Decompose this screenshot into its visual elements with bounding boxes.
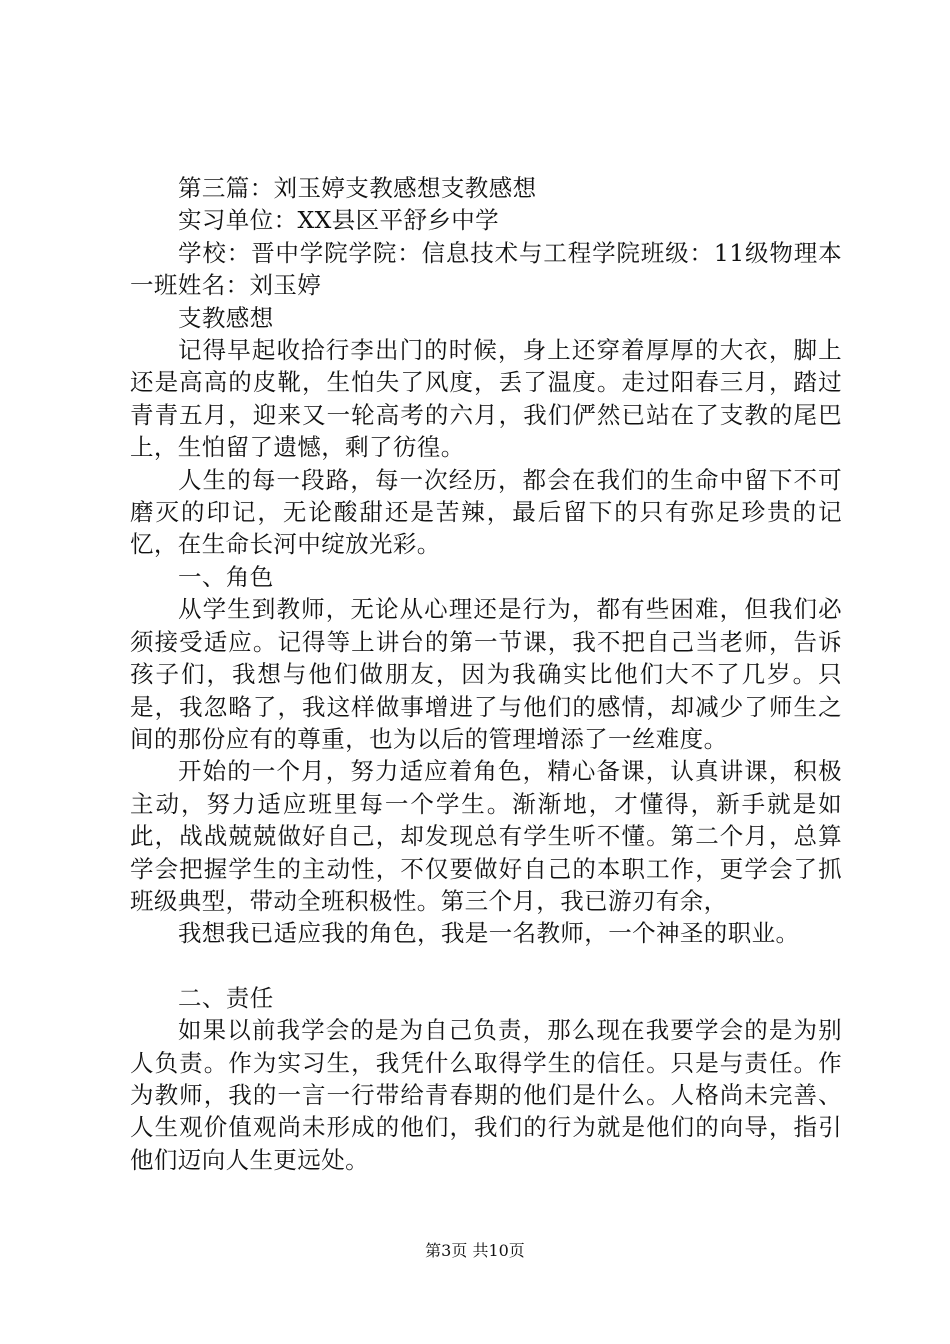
section-heading-reflection: 支教感想: [178, 303, 274, 332]
body-paragraph: 如果以前我学会的是为自己负责，那么现在我要学会的是为别人负责。作为实习生，我凭什么取得学生的信任。只是与责任。作为教师，我的一言一行带给青春期的他们是什么。人格尚未完善、人生观价值观尚未形成的他们，我们的行为就是他们的向导，指引他们迈向人生更远处。: [130, 1016, 842, 1174]
body-paragraph: 我想我已适应我的角色，我是一名教师，一个神圣的职业。: [178, 919, 800, 948]
article-title: 第三篇：刘玉婷支教感想支教感想: [178, 174, 537, 202]
body-paragraph: 记得早起收拾行李出门的时候，身上还穿着厚厚的大衣，脚上还是高高的皮靴，生怕失了风度，丢了温度。走过阳春三月，踏过青青五月，迎来又一轮高考的六月，我们俨然已站在了支教的尾巴上，生怕留了遗憾，剩了彷徨。: [130, 336, 842, 462]
internship-unit: 实习单位：XX县区平舒乡中学: [178, 206, 500, 235]
author-info: 学校：晋中学院学院：信息技术与工程学院班级：11级物理本一班姓名：刘玉婷: [130, 238, 842, 300]
section-heading-responsibility: 二、责任: [178, 983, 274, 1012]
body-paragraph: 从学生到教师，无论从心理还是行为，都有些困难，但我们必须接受适应。记得等上讲台的第一节课，我不把自己当老师，告诉孩子们，我想与他们做朋友，因为我确实比他们大不了几岁。只是，我忽略了，我这样做事增进了与他们的感情，却减少了师生之间的那份应有的尊重，也为以后的管理增添了一丝难度。: [130, 595, 842, 753]
paragraph-spacer: [130, 950, 842, 982]
body-paragraph: 人生的每一段路，每一次经历，都会在我们的生命中留下不可磨灭的印记，无论酸甜还是苦辣，最后留下的只有弥足珍贵的记忆，在生命长河中绽放光彩。: [130, 465, 842, 559]
section-heading-role: 一、角色: [178, 562, 274, 591]
body-paragraph: 开始的一个月，努力适应着角色，精心备课，认真讲课，积极主动，努力适应班里每一个学生。渐渐地，才懂得，新手就是如此，战战兢兢做好自己，却发现总有学生听不懂。第二个月，总算学会把握学生的主动性，不仅要做好自己的本职工作，更学会了抓班级典型，带动全班积极性。第三个月，我已游刃有余，: [130, 757, 842, 915]
page-number-footer: 第3页 共10页: [425, 1241, 525, 1260]
document-body: [130, 172, 842, 1176]
